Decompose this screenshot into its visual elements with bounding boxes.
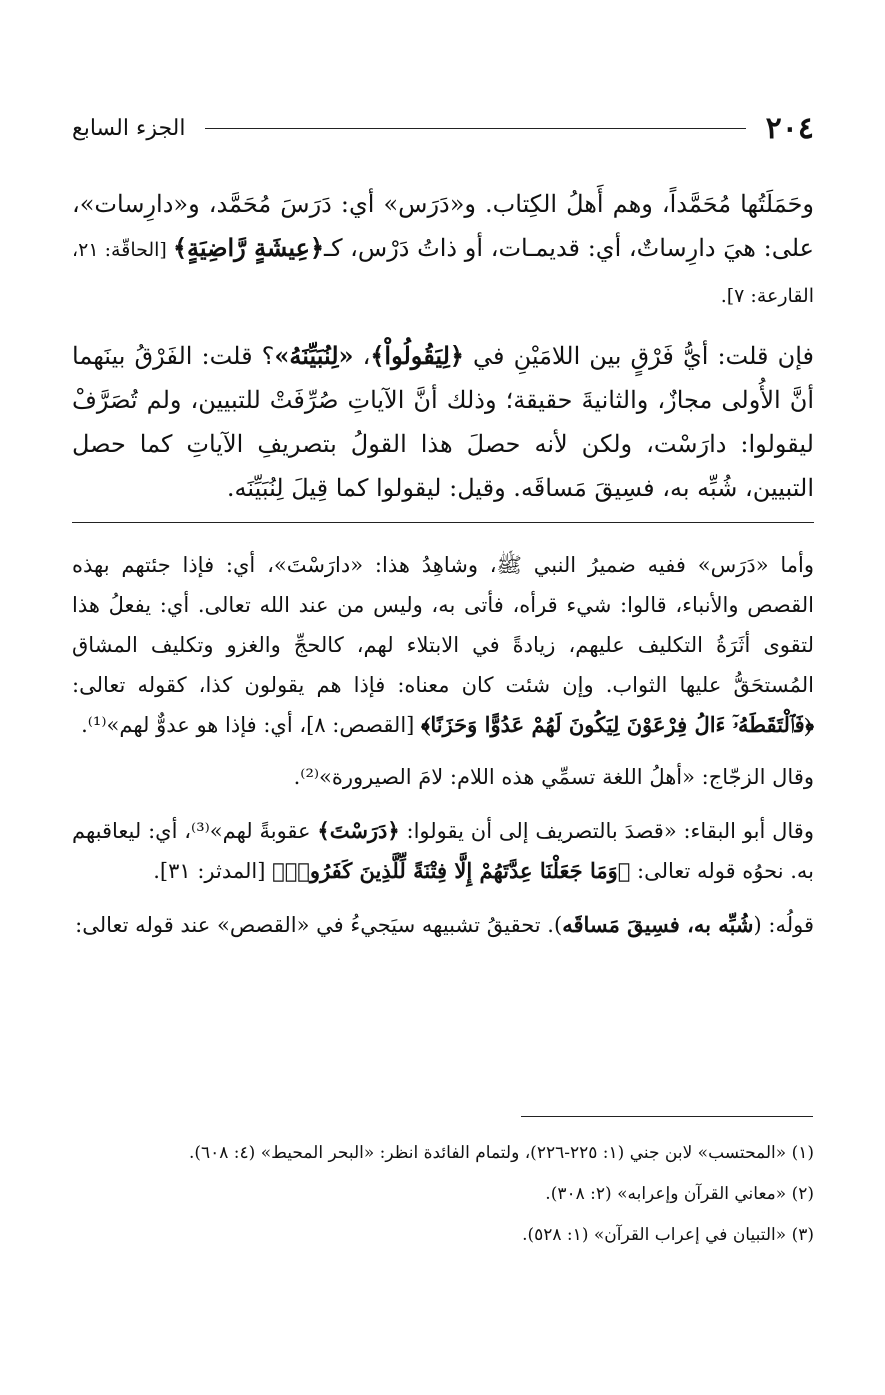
gloss-text: [المدثر: ٣١]. (153, 859, 273, 883)
gloss-text: عقوبةً لهم»⁽³⁾، أي: ليعاقبهم به. نحوُه قوله تعالى: (72, 819, 814, 883)
gloss-paragraph-2: وقال الزجّاج: «أهلُ اللغة تسمِّي هذه اللام: لامَ الصيرورة»⁽²⁾. (293, 765, 814, 789)
gloss-text: ). تحقيقُ تشبيهه سيَجيءُ في «القصص» عند قوله تعالى: (75, 913, 563, 937)
quoted-phrase: شُبِّه به، فسِيقَ مَساقَه (562, 912, 754, 937)
surah-reference: [الحاقّة: ٢١، القارعة: ٧]. (72, 239, 814, 307)
footnote-3: (٣) «التبيان في إعراب القرآن» (١: ٥٢٨). (522, 1225, 814, 1245)
quran-quote: ﴿لِيَقُولُواْ﴾ (370, 341, 464, 370)
commentary-text: فإن قلت: أيُّ فَرْقٍ بين اللامَيْنِ في (463, 342, 814, 370)
gloss-paragraph-1 (72, 545, 814, 745)
quran-quote: ﴿وَمَا جَعَلْنَا عِدَّتَهُمْ إِلَّا فِتْنَةً لِّلَّذِينَ كَفَرُوا۟﴾ (272, 858, 631, 883)
footnote-1: (١) «المحتسب» لابن جني (١: ٢٢٥-٢٢٦)، ولتمام الفائدة انظر: «البحر المحيط» (٤: ٦٠٨). (188, 1143, 814, 1163)
gloss-paragraph-4 (72, 905, 814, 945)
running-head: الجزء السابع (72, 115, 186, 141)
commentary-text: ، (353, 342, 371, 370)
header-rule (205, 128, 745, 129)
gloss-paragraph-3 (72, 811, 814, 891)
gloss-text: وقال أبو البقاء: «قصدَ بالتصريف إلى أن يقولوا: (399, 819, 814, 843)
gloss-text: [القصص: ٨]، أي: فإذا هو عدوٌّ لهم»⁽¹⁾. (81, 713, 422, 737)
quran-quote: ﴿دَرَسْتَ﴾ (317, 818, 400, 843)
gloss-section (72, 545, 814, 945)
footnote-rule (521, 1116, 813, 1117)
quran-quote: ﴿فَٱلْتَقَطَهُۥٓ ءَالُ فِرْعَوْنَ لِيَكُونَ لَهُمْ عَدُوًّا وَحَزَنًا﴾ (421, 712, 814, 737)
page-number: ٢٠٤ (765, 110, 814, 146)
gloss-text: قولُه: ( (753, 913, 814, 937)
footnotes (72, 1140, 814, 1263)
section-divider (72, 522, 814, 523)
commentary-text: ؟ قلت: الفَرْقُ بينَهما أنَّ الأُولى مجازٌ، والثانيةَ حقيقة؛ وذلك أنَّ الآياتِ صُرِّفَتْ للتبيين، ولم تُصَرَّفْ ليقولوا: دارَسْت، ولكن لأنه حصلَ هذا القولُ بتصريفِ الآياتِ كما حصل التبيين، شُبِّه به، فسِيقَ مَساقَه. وقيل: ليقولوا كما قِيلَ لِنُبَيِّنَه. (72, 342, 814, 502)
quran-quote: «لِنُبَيِّنَهُ» (274, 341, 354, 370)
main-text (72, 182, 814, 959)
page-header (72, 108, 814, 148)
quran-quote: ﴿عِيشَةٍ رَّاضِيَةٍ﴾ (172, 233, 325, 262)
commentary-text: وحَمَلَتُها مُحَمَّداً، وهم أَهلُ الكِتاب. و«دَرَس» أي: دَرَسَ مُحَمَّد، و«دارِسات»، على: هيَ دارِساتٌ، أي: قديمـات، أو ذاتُ دَرْس، كـ (72, 190, 814, 262)
commentary-paragraph-2 (72, 334, 814, 510)
footnote-2: (٢) «معاني القرآن وإعرابه» (٢: ٣٠٨). (545, 1184, 814, 1204)
gloss-text: وأما «دَرَس» ففيه ضميرُ النبي ﷺ، وشاهِدُ هذا: «دارَسْتَ»، أي: فإذا جئتهم بهذه القصص والأنباء، قالوا: شيء قرأه، فأتى به، وليس من عند الله تعالى. أي: يفعلُ هذا لتقوى أثَرَةُ التكليف عليهم، زيادةً في الابتلاء لهم، كالحجِّ والغزو وتكليف المشاق المُستحَقُّ عليها الثواب. وإن شئت كان معناه: فإذا هم يقولون كذا، كقوله تعالى: (72, 553, 814, 697)
commentary-paragraph-1 (72, 182, 814, 318)
